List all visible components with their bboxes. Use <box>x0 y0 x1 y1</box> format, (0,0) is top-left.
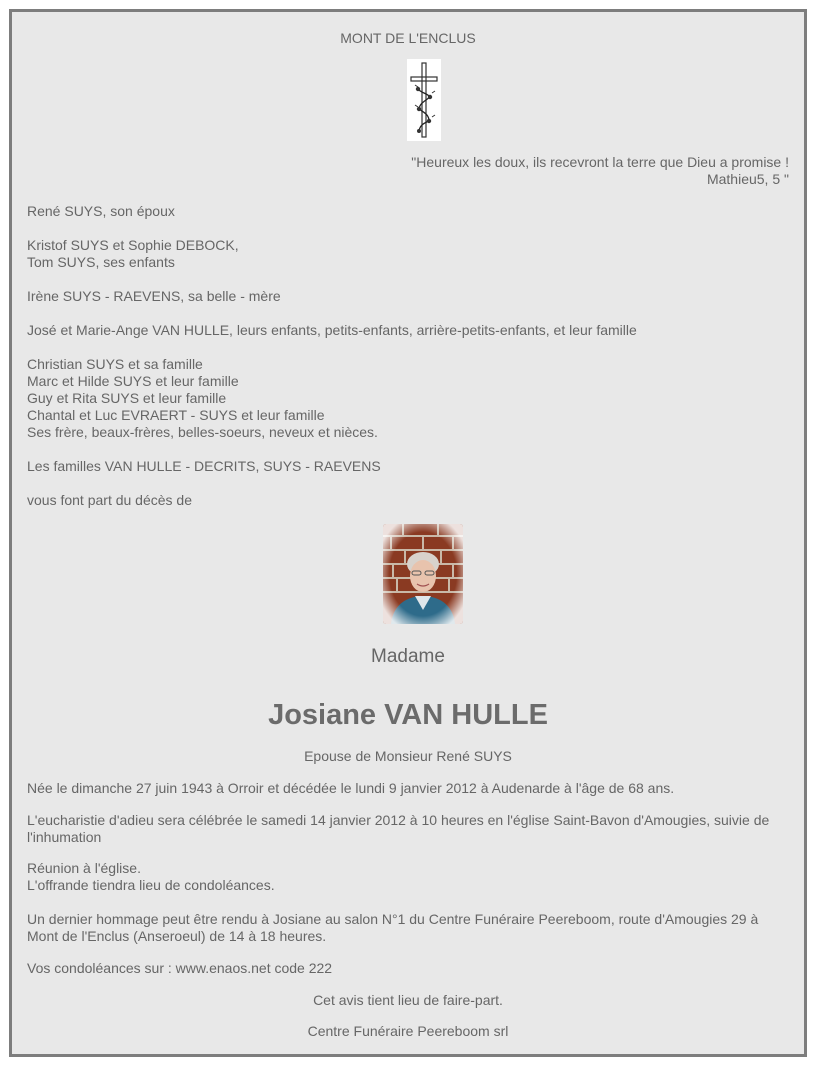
children-block <box>27 237 789 271</box>
families-line: Les familles VAN HULLE - DECRITS, SUYS - RAEVENS <box>27 458 381 474</box>
notice-line: Cet avis tient lieu de faire-part. <box>313 992 503 1008</box>
sibling-line: Guy et Rita SUYS et leur famille <box>27 390 227 406</box>
children-line: Kristof SUYS et Sophie DEBOCK, <box>27 237 239 253</box>
spouse-line: René SUYS, son époux <box>27 203 175 219</box>
children-line: Tom SUYS, ses enfants <box>27 254 175 270</box>
parents-line: José et Marie-Ange VAN HULLE, leurs enfants, petits-enfants, arrière-petits-enfants, et leur famille <box>27 322 637 338</box>
meeting-line: L'offrande tiendra lieu de condoléances. <box>27 877 275 893</box>
birth-death-line: Née le dimanche 27 juin 1943 à Orroir et décédée le lundi 9 janvier 2012 à Audenarde à l'âge de 68 ans. <box>27 780 675 796</box>
sibling-line: Christian SUYS et sa famille <box>27 356 203 372</box>
meeting-line: Réunion à l'église. <box>27 860 141 876</box>
announce-line: vous font part du décès de <box>27 492 192 508</box>
spouse-of-line: Epouse de Monsieur René SUYS <box>304 748 512 764</box>
deceased-name: Josiane VAN HULLE <box>268 699 548 731</box>
sibling-line: Marc et Hilde SUYS et leur famille <box>27 373 239 389</box>
quote-text: "Heureux les doux, ils recevront la terre que Dieu a promise ! <box>411 154 789 170</box>
obituary-card <box>9 9 807 1057</box>
funeral-home-name: Centre Funéraire Peereboom srl <box>307 1023 509 1039</box>
meeting-block <box>27 860 789 894</box>
sibling-line: Chantal et Luc EVRAERT - SUYS et leur famille <box>27 407 325 423</box>
town-header: MONT DE L'ENCLUS <box>340 30 476 46</box>
portrait-photo <box>383 524 463 624</box>
condolences-line: Vos condoléances sur : www.enaos.net code 222 <box>27 960 333 976</box>
homage-info: Un dernier hommage peut être rendu à Josiane au salon N°1 du Centre Funéraire Peereboom, route d'Amougies 29 à Mont de l'Enclus (Anseroeul) de 14 à 18 heures. <box>27 911 759 944</box>
deceased-title: Madame <box>371 646 445 667</box>
quote-reference: Mathieu5, 5 " <box>706 171 789 187</box>
mother-in-law-line: Irène SUYS - RAEVENS, sa belle - mère <box>27 288 281 304</box>
sibling-line: Ses frère, beaux-frères, belles-soeurs, neveux et nièces. <box>27 424 378 440</box>
siblings-block <box>27 356 789 441</box>
cross-with-flowers-icon <box>407 59 441 141</box>
mass-info: L'eucharistie d'adieu sera célébrée le samedi 14 janvier 2012 à 10 heures en l'église Saint-Bavon d'Amougies, suivie de l'inhumation <box>27 812 770 845</box>
bible-quote <box>27 154 789 188</box>
